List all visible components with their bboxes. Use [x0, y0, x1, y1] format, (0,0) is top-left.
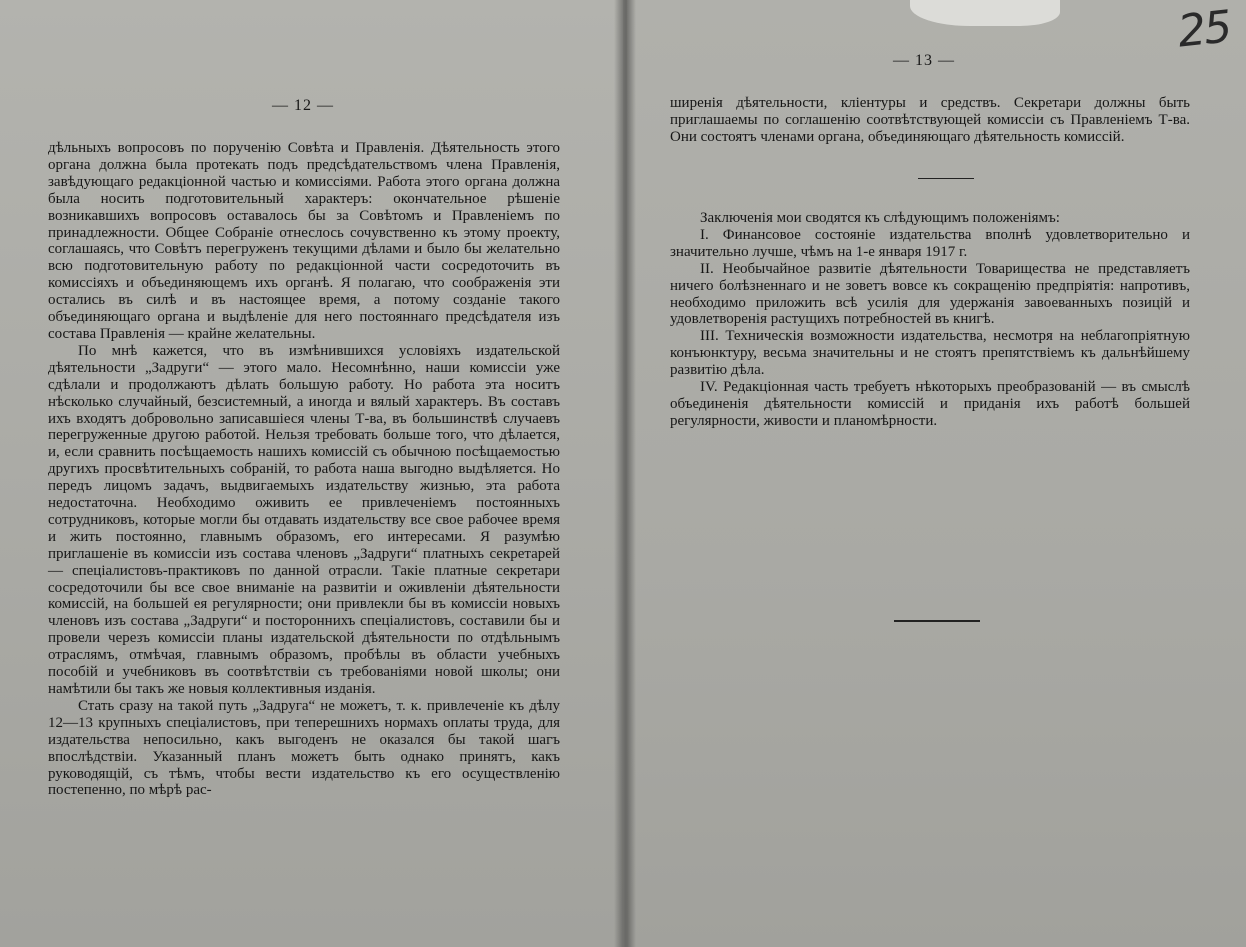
right-page-continuation — [670, 95, 1190, 146]
book-gutter — [614, 0, 636, 947]
conclusion-item: III. Техническія возможности издательства, несмотря на неблагопріятную конъюнктуру, весьма значительны и не стоятъ препятствіемъ къ дальнѣйшему развитію дѣла. — [670, 328, 1190, 379]
page-number-left: — 12 — — [272, 97, 334, 114]
conclusion-item: I. Финансовое состояніе издательства вполнѣ удовлетворительно и значительно лучше, чѣмъ на 1-е января 1917 г. — [670, 226, 1190, 260]
paragraph: Стать сразу на такой путь „Задруга“ не можетъ, т. к. привлеченіе къ дѣлу 12—13 крупныхъ спеціалистовъ, при теперешнихъ нормахъ оплаты труда, для издательства непосильно, какъ выгоденъ не оказался бы такой шагъ впослѣдствіи. Указанный планъ можетъ быть однако принятъ, какъ руководящій, съ тѣмъ, чтобы вести издательство къ его осуществленію постепенно, по мѣрѣ рас- — [48, 697, 560, 799]
left-page-body — [48, 140, 560, 799]
right-page — [627, 0, 1246, 947]
paragraph: ширенія дѣятельности, кліентуры и средствъ. Секретари должны быть приглашаемы по соглашенію соотвѣтствующей комиссіи съ Правленіемъ Т-ва. Они состоятъ членами органа, объединяющаго дѣятельность комиссій. — [670, 95, 1190, 145]
end-divider — [894, 620, 980, 622]
conclusion-item: II. Необычайное развитіе дѣятельности Товарищества не представляетъ ничего болѣзненнаго и не зоветъ вовсе къ сокращенію предпріятія: напротивъ, необходимо приложить всѣ усилія для удержанія завоеванныхъ позицій и удовлетворенія растущихъ потребностей въ книгѣ. — [670, 260, 1190, 328]
conclusion-item: IV. Редакціонная часть требуетъ нѣкоторыхъ преобразованій — въ смыслѣ объединенія дѣятельности комиссій и приданія ихъ работѣ большей регулярности, живости и планомѣрности. — [670, 379, 1190, 429]
page-number-right: — 13 — — [893, 52, 955, 69]
conclusions-heading: Заключенія мои сводятся къ слѣдующимъ положеніямъ: — [700, 210, 1060, 226]
section-divider — [918, 178, 974, 179]
paragraph: По мнѣ кажется, что въ измѣнившихся условіяхъ издательской дѣятельности „Задруги“ — этого мало. Несомнѣнно, наши комиссіи уже сдѣлали и продолжаютъ дѣлать большую работу. Но работа эта носитъ нѣсколько случайный, безсистемный, а иногда и вялый характеръ. Въ составъ ихъ входятъ добровольно записавшіеся члены Т-ва, въ большинствѣ случаевъ перегруженные другою работой. Нельзя требовать больше того, что дѣлается, и, если сравнить посѣщаемость нашихъ комиссій съ обычною посѣщаемостью другихъ просвѣтительныхъ собраній, то работа наша выгодно выдѣляется. Но передъ лицомъ задачъ, выдвигаемыхъ издательству жизнью, эта работа недостаточна. Необходимо оживить ее привлеченіемъ постоянныхъ сотрудниковъ, которые могли бы отдавать издательству все свое рабочее время и жить постоянно, главнымъ образомъ, его интересами. Я разумѣю приглашеніе въ комиссіи изъ состава членовъ „Задруги“ платныхъ секретарей — спеціалистовъ-практиковъ по данной отрасли. Такіе платные секретари сосредоточили бы все свое вниманіе на развитіи и оживленіи дѣятельности комиссій, на большей ея регулярности; они привлекли бы въ комиссіи новыхъ членовъ изъ состава „Задруги“ и постороннихъ спеціалистовъ, составили бы и провели черезъ комиссіи планы издательской дѣятельности по отдѣльнымъ отраслямъ, отмѣчая, главнымъ образомъ, пробѣлы въ области учебныхъ пособій и учебниковъ въ соотвѣтствіи съ требованіями новой школы; они намѣтили бы такъ же новыя коллективныя изданія. — [48, 342, 560, 697]
archive-page-number: 25 — [1175, 1, 1233, 58]
conclusions-section — [670, 210, 1190, 430]
paragraph: дѣльныхъ вопросовъ по порученію Совѣта и Правленія. Дѣятельность этого органа должна была протекать подъ предсѣдательствомъ члена Правленія, завѣдующаго редакціонной частью и комиссіями. Работа этого органа должна была носить подготовительный характеръ: окончательное рѣшеніе возникавшихъ вопросовъ оставалось бы за Совѣтомъ и Правленіемъ по принадлежности. Общее Собраніе отнеслось сочувственно къ этому проекту, соглашаясь, что Совѣтъ перегруженъ текущими дѣлами и было бы желательно всю подготовительную работу по редакціонной части сосредоточить въ комиссіяхъ и объединяющемъ ихъ органѣ. Я полагаю, что соображенія эти остались въ силѣ и въ настоящее время, а потому созданіе такого объединяющаго органа и выдѣленіе для него постояннаго предсѣдателя изъ состава Правленія — крайне желательны. — [48, 140, 560, 342]
